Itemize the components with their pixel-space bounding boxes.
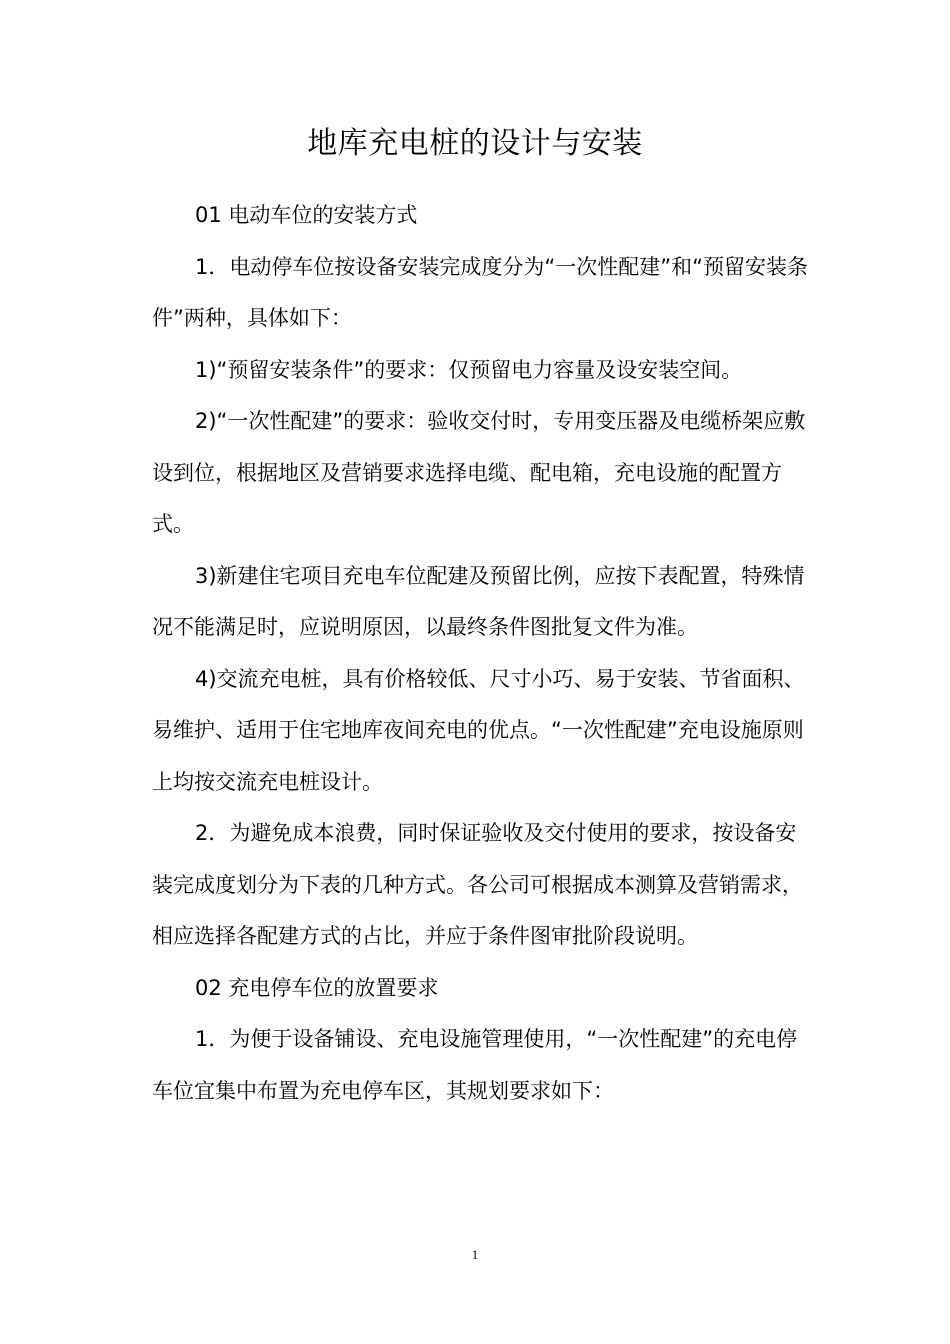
paragraph: 1)“预留安装条件”的要求：仅预留电力容量及设安装空间。 [195, 357, 743, 382]
document-body [152, 190, 812, 1117]
paragraph: 3)新建住宅项目充电车位配建及预留比例，应按下表配置，特殊情况不能满足时，应说明原因，以最终条件图批复文件为准。 [152, 563, 805, 639]
section-heading-01: 01 电动车位的安装方式 [195, 203, 418, 227]
page-number: 1 [471, 1247, 479, 1262]
paragraph: 1．电动停车位按设备安装完成度分为“一次性配建”和“预留安装条件”两种，具体如下： [152, 254, 808, 330]
section-heading-02: 02 充电停车位的放置要求 [195, 975, 439, 1000]
paragraph: 1．为便于设备铺设、充电设施管理使用，“一次性配建”的充电停车位宜集中布置为充电停车区，其规划要求如下： [152, 1027, 798, 1103]
paragraph: 2)“一次性配建”的要求：验收交付时，专用变压器及电缆桥架应敷设到位，根据地区及营销要求选择电缆、配电箱，充电设施的配置方式。 [152, 409, 806, 536]
document-title: 地库充电桩的设计与安装 [307, 126, 643, 161]
paragraph: 2．为避免成本浪费，同时保证验收及交付使用的要求，按设备安装完成度划分为下表的几种方式。各公司可根据成本测算及营销需求，相应选择各配建方式的占比，并应于条件图审批阶段说明。 [152, 821, 803, 948]
paragraph: 4)交流充电桩，具有价格较低、尺寸小巧、易于安装、节省面积、易维护、适用于住宅地库夜间充电的优点。“一次性配建”充电设施原则上均按交流充电桩设计。 [152, 666, 805, 794]
